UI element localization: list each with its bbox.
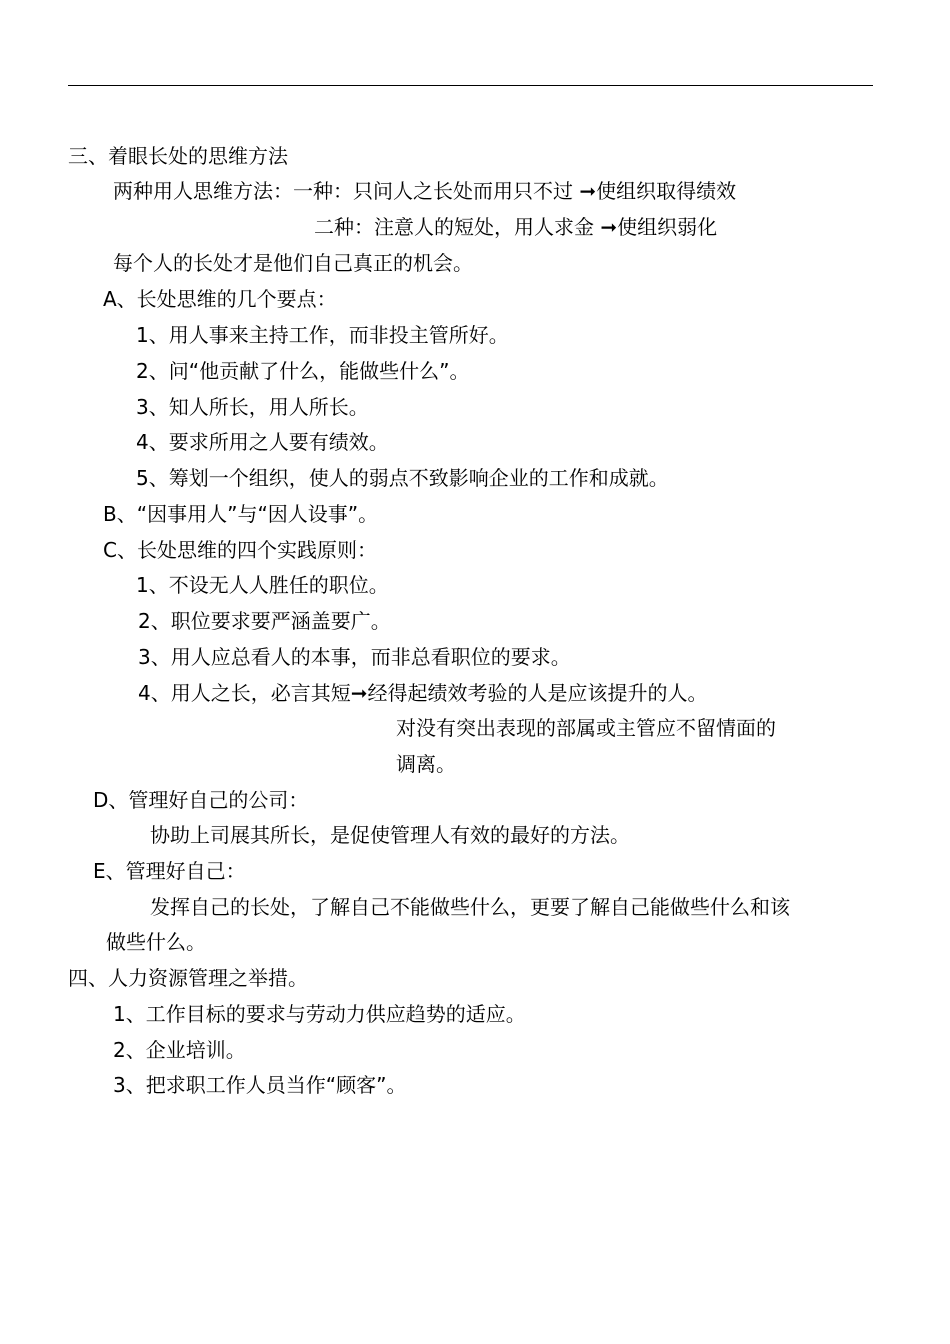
subsection-e-body: 做些什么。 [106, 930, 206, 954]
section-4-item: 3、把求职工作人员当作“顾客”。 [113, 1073, 407, 1097]
subsection-e-title: E、管理好自己： [93, 859, 246, 883]
section-4-item: 2、企业培训。 [113, 1038, 246, 1062]
section-3-heading: 三、着眼长处的思维方法 [68, 144, 288, 168]
subsection-c-item-continuation: 对没有突出表现的部属或主管应不留情面的 [396, 716, 776, 740]
subsection-c-item-continuation: 调离。 [396, 752, 456, 776]
section-4-heading: 四、人力资源管理之举措。 [68, 966, 308, 990]
methods-line-2: 二种：注意人的短处，用人求金 ➞使组织弱化 [314, 215, 718, 239]
subsection-a-item: 1、用人事来主持工作，而非投主管所好。 [136, 323, 509, 347]
subsection-c-item: 4、用人之长，必言其短➞经得起绩效考验的人是应该提升的人。 [138, 681, 708, 705]
header-rule [68, 85, 873, 86]
subsection-a-item: 2、问“他贡献了什么，能做些什么”。 [136, 359, 470, 383]
subsection-a-title: A、长处思维的几个要点： [103, 287, 337, 311]
subsection-c-item: 3、用人应总看人的本事，而非总看职位的要求。 [138, 645, 571, 669]
subsection-a-item: 5、筹划一个组织，使人的弱点不致影响企业的工作和成就。 [136, 466, 669, 490]
subsection-a-item: 3、知人所长，用人所长。 [136, 395, 369, 419]
subsection-e-body: 发挥自己的长处，了解自己不能做些什么，更要了解自己能做些什么和该 [150, 895, 790, 919]
subsection-d-title: D、管理好自己的公司： [93, 788, 309, 812]
subsection-a-item: 4、要求所用之人要有绩效。 [136, 430, 389, 454]
subsection-b-title: B、“因事用人”与“因人设事”。 [103, 502, 379, 526]
subsection-c-title: C、长处思维的四个实践原则： [103, 538, 377, 562]
subsection-d-body: 协助上司展其所长，是促使管理人有效的最好的方法。 [150, 823, 630, 847]
subsection-c-item: 1、不设无人人胜任的职位。 [136, 573, 389, 597]
subsection-c-item: 2、职位要求要严涵盖要广。 [138, 609, 391, 633]
methods-line-1: 两种用人思维方法：一种：只问人之长处而用只不过 ➞使组织取得绩效 [113, 179, 737, 203]
strengths-statement: 每个人的长处才是他们自己真正的机会。 [113, 251, 473, 275]
section-4-item: 1、工作目标的要求与劳动力供应趋势的适应。 [113, 1002, 526, 1026]
